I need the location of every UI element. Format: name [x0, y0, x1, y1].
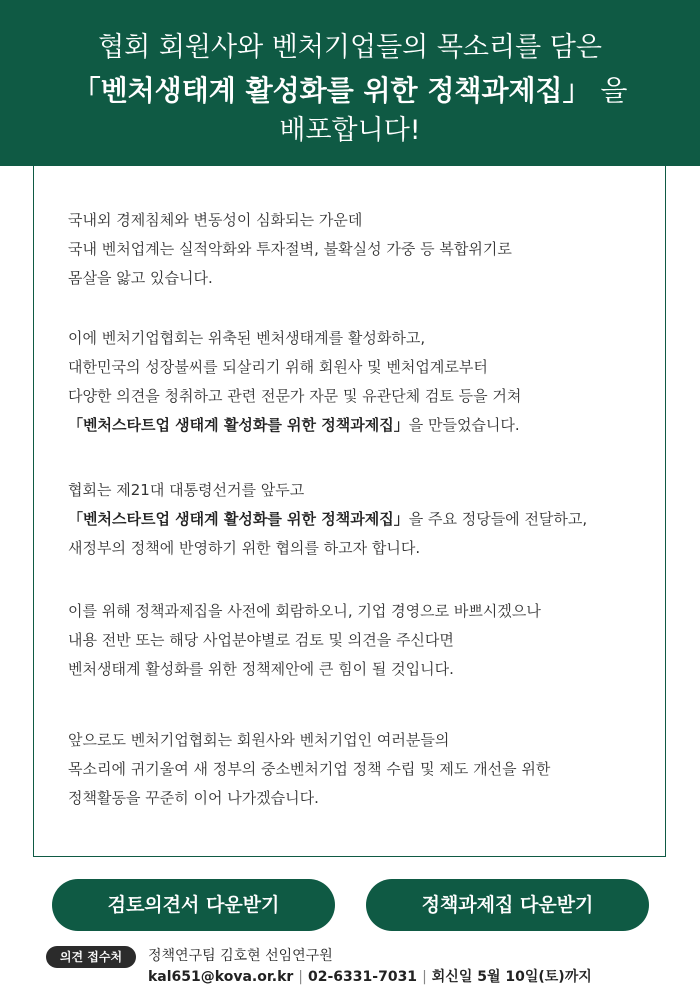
- paragraph-text: 을 만들었습니다.: [408, 416, 520, 434]
- paragraph-line: 협회는 제21대 대통령선거를 앞두고: [68, 481, 305, 499]
- paragraph-5: [68, 726, 668, 813]
- paragraph-line: 몸살을 앓고 있습니다.: [68, 269, 213, 287]
- header-title-josa: 을: [600, 74, 628, 107]
- header-line-2: [0, 72, 700, 110]
- paragraph-line: 이를 위해 정책과제집을 사전에 회람하오니, 기업 경영으로 바쁘시겠으나: [68, 602, 541, 620]
- paragraph-line: 다양한 의견을 청취하고 관련 전문가 자문 및 유관단체 검토 등을 거쳐: [68, 387, 522, 405]
- paragraph-2: [68, 324, 668, 440]
- policy-book-title: 「벤처스타트업 생태계 활성화를 위한 정책과제집」: [68, 416, 409, 434]
- paragraph-line: 이에 벤처기업협회는 위축된 벤처생태계를 활성화하고,: [68, 329, 426, 347]
- paragraph-line: [68, 411, 668, 440]
- content-box: [33, 166, 666, 857]
- reply-deadline: 회신일 5월 10일(토)까지: [431, 969, 592, 985]
- paragraph-line: 국내 벤처업계는 실적악화와 투자절벽, 불확실성 가중 등 복합위기로: [68, 240, 512, 258]
- paragraph-text: 을 주요 정당들에 전달하고,: [408, 510, 588, 528]
- contact-badge: 의견 접수처: [46, 946, 136, 968]
- separator: |: [298, 969, 304, 985]
- paragraph-line: 벤처생태계 활성화를 위한 정책제안에 큰 힘이 될 것입니다.: [68, 660, 454, 678]
- separator: |: [422, 969, 427, 985]
- paragraph-line: 대한민국의 성장불씨를 되살리기 위해 회원사 및 벤처업계로부터: [68, 358, 488, 376]
- policy-book-title: 「벤처스타트업 생태계 활성화를 위한 정책과제집」: [68, 510, 409, 528]
- header-title-bold: 「벤처생태계 활성화를 위한 정책과제집」: [72, 74, 591, 107]
- paragraph-line: 새정부의 정책에 반영하기 위한 협의를 하고자 합니다.: [68, 539, 421, 557]
- paragraph-line: [68, 505, 668, 534]
- paragraph-line: 목소리에 귀기울여 새 정부의 중소벤처기업 정책 수립 및 제도 개선을 위한: [68, 760, 551, 778]
- contact-details: [148, 966, 592, 988]
- policy-book-download-button[interactable]: 정책과제집 다운받기: [366, 879, 649, 931]
- paragraph-4: [68, 597, 668, 684]
- paragraph-3: [68, 476, 668, 563]
- contact-email-link[interactable]: kal651@kova.or.kr: [148, 969, 294, 985]
- paragraph-line: 국내외 경제침체와 변동성이 심화되는 가운데: [68, 211, 363, 229]
- contact-phone: 02-6331-7031: [308, 969, 418, 985]
- header-line-3: 배포합니다!: [279, 115, 421, 146]
- paragraph-line: 내용 전반 또는 해당 사업분야별로 검토 및 의견을 주신다면: [68, 631, 454, 649]
- contact-person: 정책연구팀 김호현 선임연구원: [148, 948, 333, 964]
- paragraph-1: [68, 206, 668, 293]
- paragraph-line: 앞으로도 벤처기업협회는 회원사와 벤처기업인 여러분들의: [68, 731, 450, 749]
- header-banner: [0, 0, 700, 166]
- paragraph-line: 정책활동을 꾸준히 이어 나가겠습니다.: [68, 789, 319, 807]
- review-form-download-button[interactable]: 검토의견서 다운받기: [52, 879, 335, 931]
- header-line-1: 협회 회원사와 벤처기업들의 목소리를 담은: [98, 32, 602, 63]
